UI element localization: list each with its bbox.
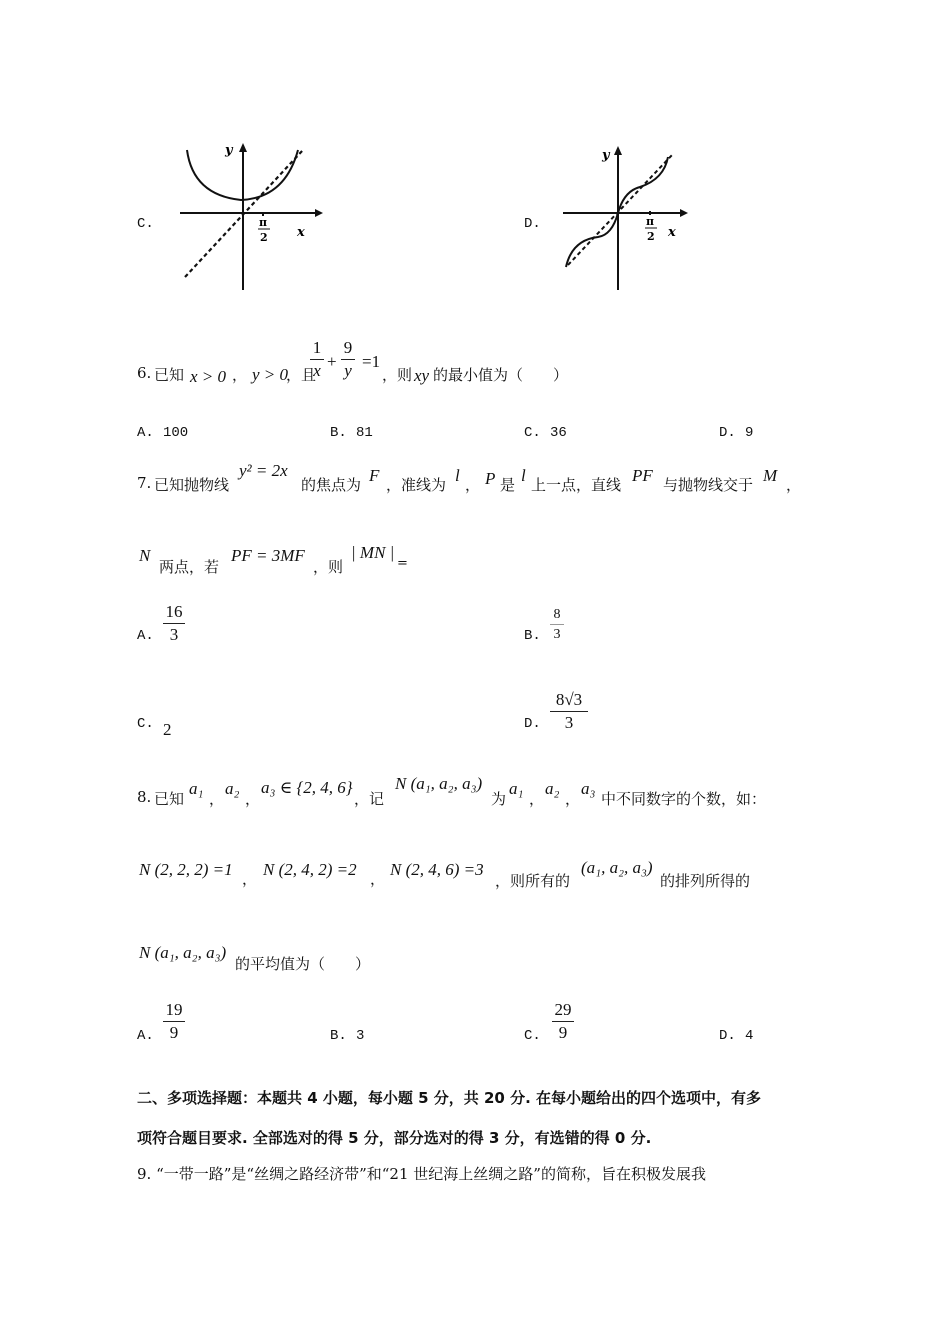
q8-option-a-fraction: 19 9 [163,1000,185,1043]
q7-text-5: 是 [500,476,516,494]
q7-l2: l [521,466,526,485]
q7-option-c-value: 2 [163,720,172,739]
q7-option-a-label: A. [137,628,154,644]
q7-l: l [455,466,460,485]
q6-fraction-1: 1 x [310,338,324,381]
q6-xy: xy [414,366,430,385]
q8-text-1: 已知 [154,790,185,808]
graph-d-axis-x: x [668,225,676,240]
q8-N-avg: N (a₁, a₂, a₃) [139,943,227,962]
q7-text-6: 上一点，直线 [531,476,622,494]
q7-option-b-fraction: 8 3 [550,606,564,643]
q6-text-1: 已知 [154,366,185,384]
q8-option-d-value: 4 [745,1028,754,1044]
q8-example-1: N (2, 2, 2) =1 [139,860,233,879]
q6-text-3: ，则 [382,366,413,384]
q6-option-b-value: 81 [356,425,373,441]
q8-comma-3: ， [529,790,545,808]
graph-c-tick-den: 2 [260,231,268,244]
q8-sep-2: ， [370,870,386,888]
graph-c [175,140,325,295]
q8-text-3: 为 [491,790,507,808]
q7-text-3: ，准线为 [386,476,447,494]
q6-option-a-value: 100 [163,425,189,441]
q6-text-2: ，且 [286,366,317,384]
q8-N-def: N (a₁, a₂, a₃) [395,774,483,793]
q7-equation: y² = 2x [239,461,288,480]
q9-text: 9. “一带一路”是“丝绸之路经济带”和“21 世纪海上丝绸之路”的简称，旨在积极发展我 [137,1165,706,1183]
q7-PF: PF [632,466,653,485]
graph-d-tick-num: π [646,215,655,228]
q7-text-11: = [397,556,408,571]
q8-a1: a₁ [189,779,204,798]
q8-example-2: N (2, 4, 2) =2 [263,860,357,879]
q7-text-8: ， [786,476,802,494]
section-2-line-1: 二、多项选择题：本题共 4 小题，每小题 5 分，共 20 分. 在每小题给出的四个选项中，有多 [137,1089,762,1107]
q7-text-1: 已知抛物线 [154,476,230,494]
q7-option-c-label: C. [137,716,154,732]
graph-d-label: D. [524,216,541,232]
q6-y-cond: y > 0 [252,365,289,384]
q6-x-cond: x > 0 [190,367,227,386]
q8-option-b-label: B. [330,1028,347,1044]
graph-d [560,145,690,295]
q8-option-a-label: A. [137,1028,154,1044]
q6-fraction-2: 9 y [341,338,355,381]
q6-num: 6. [137,364,152,382]
q8-option-b-value: 3 [356,1028,365,1044]
q8-comma-1: ， [209,790,225,808]
q7-P: P [485,469,496,488]
q6-option-c-label: C. [524,425,541,441]
q8-b1: a₁ [509,779,524,798]
q7-option-b-label: B. [524,628,541,644]
q8-example-3: N (2, 4, 6) =3 [390,860,484,879]
graph-c-axis-y: y [225,143,233,158]
q8-text-6: 的排列所得的 [660,872,751,890]
q8-num: 8. [137,788,152,806]
q7-num: 7. [137,474,152,492]
graph-c-axis-x: x [297,225,305,240]
graph-d-tick-den: 2 [647,230,655,243]
q8-comma-2: ， [245,790,261,808]
q6-option-d-value: 9 [745,425,754,441]
q8-tuple: (a₁, a₂, a₃) [581,858,653,877]
q8-option-c-label: C. [524,1028,541,1044]
q7-option-d-label: D. [524,716,541,732]
q7-text-10: ，则 [313,558,344,576]
section-2-line-2: 项符合题目要求. 全部选对的得 5 分，部分选对的得 3 分，有选错的得 0 分. [137,1129,652,1147]
q6-text-4: 的最小值为（ ） [433,366,569,384]
graph-d-axis-y: y [602,148,610,163]
q8-b2: a₂ [545,779,560,798]
q6-option-c-value: 36 [550,425,567,441]
q8-a3-set: a₃ ∈ {2, 4, 6} [261,778,353,797]
q7-F: F [369,466,380,485]
q8-option-c-fraction: 29 9 [552,1000,574,1043]
q8-a2: a₂ [225,779,240,798]
q8-b3: a₃ [581,779,596,798]
q6-sep: ， [232,366,248,384]
q7-text-7: 与抛物线交于 [663,476,754,494]
q6-option-a-label: A. [137,425,154,441]
q7-option-d-fraction: 8√3 3 [550,690,588,733]
q6-eq: =1 [362,352,381,371]
q7-option-a-fraction: 16 3 [163,602,185,645]
q7-vector-eq: PF = 3MF [231,546,305,565]
graph-c-tick-num: π [259,216,268,229]
q6-plus: + [327,352,337,371]
q7-text-2: 的焦点为 [301,476,362,494]
graph-c-label: C. [137,216,154,232]
q7-MN: | MN | [351,543,395,562]
q6-option-b-label: B. [330,425,347,441]
q7-text-4: ， [465,476,481,494]
q8-option-d-label: D. [719,1028,736,1044]
q8-text-5: ，则所有的 [495,872,571,890]
q7-text-9: 两点，若 [159,558,220,576]
q7-M: M [763,466,778,485]
q8-text-4: 中不同数字的个数，如： [601,790,767,808]
q7-N: N [139,546,151,565]
q8-text-2: ，记 [354,790,385,808]
q8-comma-4: ， [565,790,581,808]
q6-option-d-label: D. [719,425,736,441]
q8-sep-1: ， [242,870,258,888]
q8-text-7: 的平均值为（ ） [235,955,371,973]
